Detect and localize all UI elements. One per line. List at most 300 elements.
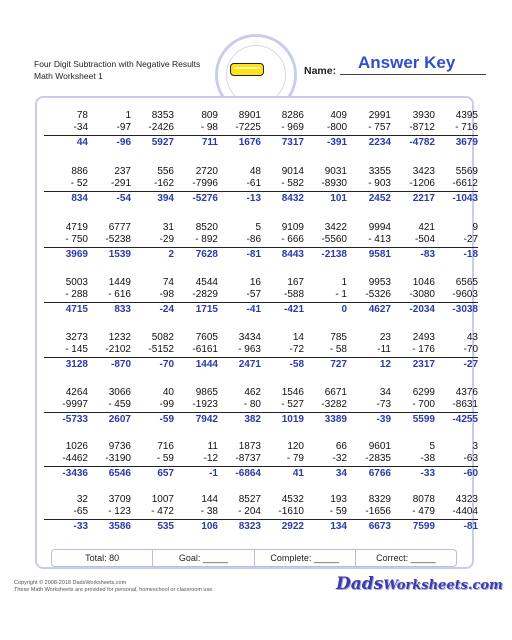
problem [87, 166, 131, 205]
problem [87, 110, 131, 149]
minuend: 3273 [65, 332, 88, 343]
subtrahend: -70 [434, 344, 478, 358]
minuend: 66 [335, 441, 347, 452]
problems-grid [44, 110, 478, 540]
problem [44, 332, 88, 371]
subtrahend: -9603 [434, 289, 478, 303]
answer: -2138 [321, 249, 347, 260]
minuend: 7605 [195, 332, 218, 343]
answer: -33 [420, 468, 435, 479]
subtrahend: -2102 [87, 344, 131, 358]
logo-sub: Worksheets.com [383, 578, 503, 593]
minuend: 886 [71, 166, 88, 177]
minuend: 1007 [151, 494, 174, 505]
title-line-1: Four Digit Subtraction with Negative Results [34, 59, 201, 69]
problem [44, 277, 88, 316]
minuend: 6671 [324, 387, 347, 398]
problem [260, 387, 304, 426]
subtrahend: - 969 [260, 122, 304, 136]
problem [347, 166, 391, 205]
minuend: 8520 [195, 222, 218, 233]
problem [303, 332, 347, 371]
subtrahend: -6612 [434, 178, 478, 192]
problem [260, 332, 304, 371]
subtrahend: -5326 [347, 289, 391, 303]
problem [174, 387, 218, 426]
dadsworksheets-logo [336, 574, 503, 594]
problem [130, 222, 174, 261]
answer: 382 [244, 414, 261, 425]
answer: 2471 [238, 359, 261, 370]
problem [391, 441, 435, 480]
minuend: 1232 [108, 332, 131, 343]
answer: 5927 [151, 137, 174, 148]
minuend: 8353 [151, 110, 174, 121]
problem [87, 387, 131, 426]
minuend: 8286 [281, 110, 304, 121]
subtrahend: -1610 [260, 506, 304, 520]
minuend: 9601 [368, 441, 391, 452]
subtrahend: -99 [130, 399, 174, 413]
answer: 6673 [368, 521, 391, 532]
problem [303, 494, 347, 533]
answer: -33 [73, 521, 88, 532]
subtrahend: - 80 [217, 399, 261, 413]
answer: 41 [292, 468, 304, 479]
problem [44, 166, 88, 205]
answer: -18 [463, 249, 478, 260]
answer: -3436 [62, 468, 88, 479]
problem [434, 332, 478, 371]
subtrahend: - 79 [260, 453, 304, 467]
subtrahend: -4462 [44, 453, 88, 467]
minuend: 4532 [281, 494, 304, 505]
minuend: 1046 [412, 277, 435, 288]
minuend: 48 [249, 166, 261, 177]
problem [217, 166, 261, 205]
answer: -5733 [62, 414, 88, 425]
subtrahend: -72 [260, 344, 304, 358]
minuend: 9109 [281, 222, 304, 233]
subtrahend: - 700 [391, 399, 435, 413]
minuend: 9865 [195, 387, 218, 398]
answer: 7599 [412, 521, 435, 532]
minuend: 3709 [108, 494, 131, 505]
answer: -13 [246, 193, 261, 204]
minuend: 1 [125, 110, 131, 121]
answer: 2452 [368, 193, 391, 204]
subtrahend: -3282 [303, 399, 347, 413]
answer: 833 [114, 304, 131, 315]
score-footer [51, 549, 457, 567]
answer: 0 [341, 304, 347, 315]
minuend: 1449 [108, 277, 131, 288]
problem [44, 222, 88, 261]
problem [347, 110, 391, 149]
problem [391, 387, 435, 426]
minuend: 409 [330, 110, 347, 121]
minuend: 8329 [368, 494, 391, 505]
minuend: 462 [244, 387, 261, 398]
problem [347, 387, 391, 426]
answer: 1715 [195, 304, 218, 315]
problem [174, 222, 218, 261]
minuend: 5 [255, 222, 261, 233]
problem [434, 277, 478, 316]
subtrahend: -57 [217, 289, 261, 303]
problem [260, 441, 304, 480]
minuend: 43 [466, 332, 478, 343]
minuend: 9736 [108, 441, 131, 452]
subtrahend: -5238 [87, 234, 131, 248]
problem [44, 441, 88, 480]
minuend: 74 [162, 277, 174, 288]
subtrahend: -29 [130, 234, 174, 248]
problem [260, 222, 304, 261]
problem [303, 222, 347, 261]
answer: 711 [201, 137, 218, 148]
problem [174, 110, 218, 149]
answer: 1539 [108, 249, 131, 260]
subtrahend: -86 [217, 234, 261, 248]
minuend: 40 [162, 387, 174, 398]
answer: 8443 [281, 249, 304, 260]
answer: 1444 [195, 359, 218, 370]
pencil-icon [230, 63, 264, 76]
worksheet-title [34, 58, 200, 82]
subtrahend: - 145 [44, 344, 88, 358]
subtrahend: -7225 [217, 122, 261, 136]
minuend: 421 [418, 222, 435, 233]
problem [174, 332, 218, 371]
minuend: 31 [162, 222, 174, 233]
answer: -3038 [452, 304, 478, 315]
subtrahend: - 750 [44, 234, 88, 248]
subtrahend: -12 [174, 453, 218, 467]
problem [217, 332, 261, 371]
answer: 9581 [368, 249, 391, 260]
problem [174, 494, 218, 533]
subtrahend: - 472 [130, 506, 174, 520]
copyright-line-1: Copyright © 2008-2018 DadsWorksheets.com [14, 580, 127, 586]
answer: 8323 [238, 521, 261, 532]
answer: -70 [159, 359, 174, 370]
minuend: 4395 [455, 110, 478, 121]
answer: 12 [379, 359, 391, 370]
subtrahend: -1206 [391, 178, 435, 192]
answer: 3389 [324, 414, 347, 425]
copyright-notice [14, 580, 214, 594]
answer: -96 [116, 137, 131, 148]
subtrahend: - 716 [434, 122, 478, 136]
subtrahend: -8737 [217, 453, 261, 467]
subtrahend: -61 [217, 178, 261, 192]
problem [130, 441, 174, 480]
minuend: 3930 [412, 110, 435, 121]
problem [87, 441, 131, 480]
minuend: 14 [292, 332, 304, 343]
subtrahend: -97 [87, 122, 131, 136]
subtrahend: -73 [347, 399, 391, 413]
subtrahend: - 582 [260, 178, 304, 192]
answer: 2922 [281, 521, 304, 532]
subtrahend: -162 [130, 178, 174, 192]
subtrahend: - 288 [44, 289, 88, 303]
problem [391, 494, 435, 533]
minuend: 237 [114, 166, 131, 177]
minuend: 785 [330, 332, 347, 343]
answer: -1043 [452, 193, 478, 204]
answer: -54 [116, 193, 131, 204]
answer: -391 [326, 137, 347, 148]
subtrahend: -98 [130, 289, 174, 303]
name-label: Name: [304, 65, 337, 77]
minuend: 34 [379, 387, 391, 398]
answer: -6864 [235, 468, 261, 479]
answer: 7317 [281, 137, 304, 148]
minuend: 167 [287, 277, 304, 288]
subtrahend: -6161 [174, 344, 218, 358]
problem [391, 166, 435, 205]
correct-cell: Correct: _____ [376, 553, 436, 563]
minuend: 9014 [281, 166, 304, 177]
answer: 101 [330, 193, 347, 204]
problem [174, 166, 218, 205]
subtrahend: -38 [391, 453, 435, 467]
problem [303, 277, 347, 316]
answer: 2607 [108, 414, 131, 425]
answer: -421 [283, 304, 304, 315]
answer: -2034 [409, 304, 435, 315]
subtrahend: -7996 [174, 178, 218, 192]
answer: 3586 [108, 521, 131, 532]
subtrahend: -3080 [391, 289, 435, 303]
problem [434, 222, 478, 261]
complete-cell: Complete: _____ [255, 550, 356, 566]
total-cell: Total: 80 [52, 550, 153, 566]
answer: 4627 [368, 304, 391, 315]
subtrahend: -8712 [391, 122, 435, 136]
answer: -59 [159, 414, 174, 425]
subtrahend: -291 [87, 178, 131, 192]
minuend: 809 [201, 110, 218, 121]
subtrahend: - 413 [347, 234, 391, 248]
subtrahend: - 757 [347, 122, 391, 136]
answer: 134 [330, 521, 347, 532]
subtrahend: -27 [434, 234, 478, 248]
minuend: 1026 [65, 441, 88, 452]
answer: -83 [420, 249, 435, 260]
answer: -81 [246, 249, 261, 260]
problem [217, 110, 261, 149]
answer: -24 [159, 304, 174, 315]
answer: 535 [157, 521, 174, 532]
minuend: 16 [249, 277, 261, 288]
subtrahend: -8930 [303, 178, 347, 192]
minuend: 3434 [238, 332, 261, 343]
minuend: 3422 [324, 222, 347, 233]
answer: -1 [209, 468, 218, 479]
answer: 834 [71, 193, 88, 204]
subtrahend: -588 [260, 289, 304, 303]
copyright-line-2: These Math Worksheets are provided for personal, homeschool or classroom use. [14, 587, 214, 593]
subtrahend: - 176 [391, 344, 435, 358]
minuend: 4264 [65, 387, 88, 398]
problem [434, 110, 478, 149]
problem [347, 277, 391, 316]
subtrahend: - 527 [260, 399, 304, 413]
problem [303, 441, 347, 480]
minuend: 9031 [324, 166, 347, 177]
minuend: 32 [76, 494, 88, 505]
subtrahend: -34 [44, 122, 88, 136]
minuend: 78 [76, 110, 88, 121]
minuend: 3355 [368, 166, 391, 177]
problem [217, 494, 261, 533]
answer: 3969 [65, 249, 88, 260]
subtrahend: - 58 [303, 344, 347, 358]
subtrahend: -5152 [130, 344, 174, 358]
problem [303, 110, 347, 149]
answer: 2217 [412, 193, 435, 204]
problem [434, 387, 478, 426]
answer: 3679 [455, 137, 478, 148]
minuend: 4544 [195, 277, 218, 288]
subtrahend: - 479 [391, 506, 435, 520]
problem [217, 387, 261, 426]
subtrahend: -65 [44, 506, 88, 520]
answer-key-label: Answer Key [358, 53, 456, 72]
problem [434, 166, 478, 205]
minuend: 23 [379, 332, 391, 343]
problem [174, 277, 218, 316]
answer: 1676 [238, 137, 261, 148]
answer: 4715 [65, 304, 88, 315]
subtrahend: -2835 [347, 453, 391, 467]
minuend: 3066 [108, 387, 131, 398]
problem [391, 110, 435, 149]
minuend: 9 [472, 222, 478, 233]
minuend: 1873 [238, 441, 261, 452]
subtrahend: -32 [303, 453, 347, 467]
answer: -41 [246, 304, 261, 315]
answer: 5599 [412, 414, 435, 425]
minuend: 11 [207, 441, 218, 452]
minuend: 9953 [368, 277, 391, 288]
problem [347, 332, 391, 371]
answer: -81 [463, 521, 478, 532]
answer: 44 [76, 137, 88, 148]
answer: 2234 [368, 137, 391, 148]
minuend: 3423 [412, 166, 435, 177]
problem [434, 441, 478, 480]
minuend: 6299 [412, 387, 435, 398]
subtrahend: -800 [303, 122, 347, 136]
answer: 3128 [65, 359, 88, 370]
minuend: 193 [330, 494, 347, 505]
subtrahend: - 59 [130, 453, 174, 467]
answer: 106 [201, 521, 218, 532]
problem [260, 494, 304, 533]
subtrahend: -8631 [434, 399, 478, 413]
minuend: 144 [201, 494, 218, 505]
problem [44, 387, 88, 426]
subtrahend: -1656 [347, 506, 391, 520]
subtrahend: - 666 [260, 234, 304, 248]
minuend: 8527 [238, 494, 261, 505]
problem [391, 277, 435, 316]
problem [303, 166, 347, 205]
problem [87, 494, 131, 533]
answer: 394 [157, 193, 174, 204]
subtrahend: -5560 [303, 234, 347, 248]
problem [217, 277, 261, 316]
problem [347, 441, 391, 480]
problem [260, 110, 304, 149]
subtrahend: - 123 [87, 506, 131, 520]
minuend: 2493 [412, 332, 435, 343]
problem [217, 222, 261, 261]
subtrahend: - 963 [217, 344, 261, 358]
minuend: 5082 [151, 332, 174, 343]
subtrahend: -11 [347, 344, 391, 358]
subtrahend: - 459 [87, 399, 131, 413]
subtrahend: - 204 [217, 506, 261, 520]
problem [87, 277, 131, 316]
answer: -60 [463, 468, 478, 479]
problem [434, 494, 478, 533]
goal-cell: Goal: _____ [153, 550, 254, 566]
problem [303, 387, 347, 426]
answer: -4782 [409, 137, 435, 148]
answer: 6766 [368, 468, 391, 479]
minuend: 2720 [195, 166, 218, 177]
answer: -870 [110, 359, 131, 370]
minuend: 6777 [108, 222, 131, 233]
subtrahend: - 1 [303, 289, 347, 303]
answer: 7942 [195, 414, 218, 425]
problem [130, 166, 174, 205]
minuend: 120 [287, 441, 304, 452]
minuend: 9994 [368, 222, 391, 233]
minuend: 556 [157, 166, 174, 177]
subtrahend: -4404 [434, 506, 478, 520]
subtrahend: - 52 [44, 178, 88, 192]
subtrahend: -3190 [87, 453, 131, 467]
answer: 2 [168, 249, 174, 260]
subtrahend: -9997 [44, 399, 88, 413]
answer: 7628 [195, 249, 218, 260]
minuend: 5 [429, 441, 435, 452]
title-line-2: Math Worksheet 1 [34, 71, 103, 81]
subtrahend: - 903 [347, 178, 391, 192]
problem [347, 494, 391, 533]
minuend: 8078 [412, 494, 435, 505]
subtrahend: -2426 [130, 122, 174, 136]
logo-main: Dads [336, 574, 384, 594]
problem [217, 441, 261, 480]
problem [130, 277, 174, 316]
answer: 2317 [412, 359, 435, 370]
answer: 1019 [281, 414, 304, 425]
problem [347, 222, 391, 261]
subtrahend: - 59 [303, 506, 347, 520]
minuend: 716 [157, 441, 174, 452]
minuend: 1546 [281, 387, 304, 398]
minuend: 8901 [238, 110, 261, 121]
answer: -4255 [452, 414, 478, 425]
minuend: 3 [472, 441, 478, 452]
